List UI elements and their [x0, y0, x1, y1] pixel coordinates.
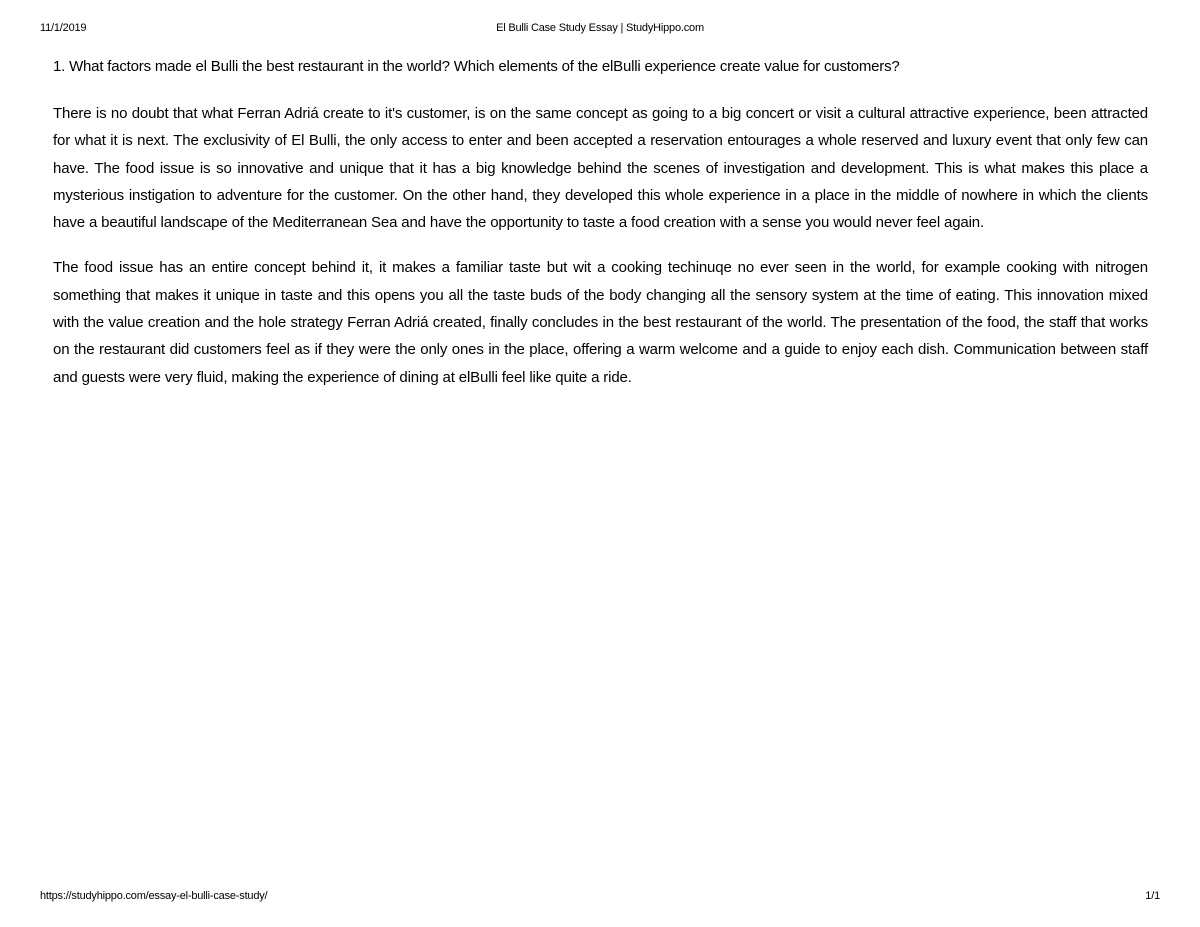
essay-content	[53, 56, 1148, 409]
document-title: El Bulli Case Study Essay | StudyHippo.com	[496, 22, 704, 34]
essay-paragraph-2: The food issue has an entire concept behind it, it makes a familiar taste but wit a cooking techinuqe no ever seen in the world, for example cooking with nitrogen something that makes it unique in taste and this opens you all the taste buds of the body changing all the sensory system at the time of eating. This innovation mixed with the value creation and the hole strategy Ferran Adriá created, finally concludes in the best restaurant of the world. The presentation of the food, the staff that works on the restaurant did customers feel as if they were the only ones in the place, offering a warm welcome and a guide to enjoy each dish. Communication between staff and guests were very fluid, making the experience of dining at elBulli feel like quite a ride.	[53, 259, 1148, 386]
print-date: 11/1/2019	[40, 22, 87, 34]
source-url[interactable]: https://studyhippo.com/essay-el-bulli-case-study/	[40, 890, 268, 902]
print-header	[40, 22, 1160, 38]
print-footer	[40, 890, 1160, 906]
page-number: 1/1	[1145, 890, 1160, 902]
essay-paragraph-1: There is no doubt that what Ferran Adriá create to it's customer, is on the same concept as going to a big concert or visit a cultural attractive experience, been attracted for what it is next. The exclusivity of El Bulli, the only access to enter and been accepted a reservation entourages a whole reserved and luxury event that only few can have. The food issue is so innovative and unique that it has a big knowledge behind the scenes of investigation and development. This is what makes this place a mysterious instigation to adventure for the customer. On the other hand, they developed this whole experience in a place in the middle of nowhere in which the clients have a beautiful landscape of the Mediterranean Sea and have the opportunity to taste a food creation with a sense you would never feel again.	[53, 105, 1148, 232]
essay-question: 1. What factors made el Bulli the best restaurant in the world? Which elements of the elBulli experience create value for customers?	[53, 58, 900, 75]
